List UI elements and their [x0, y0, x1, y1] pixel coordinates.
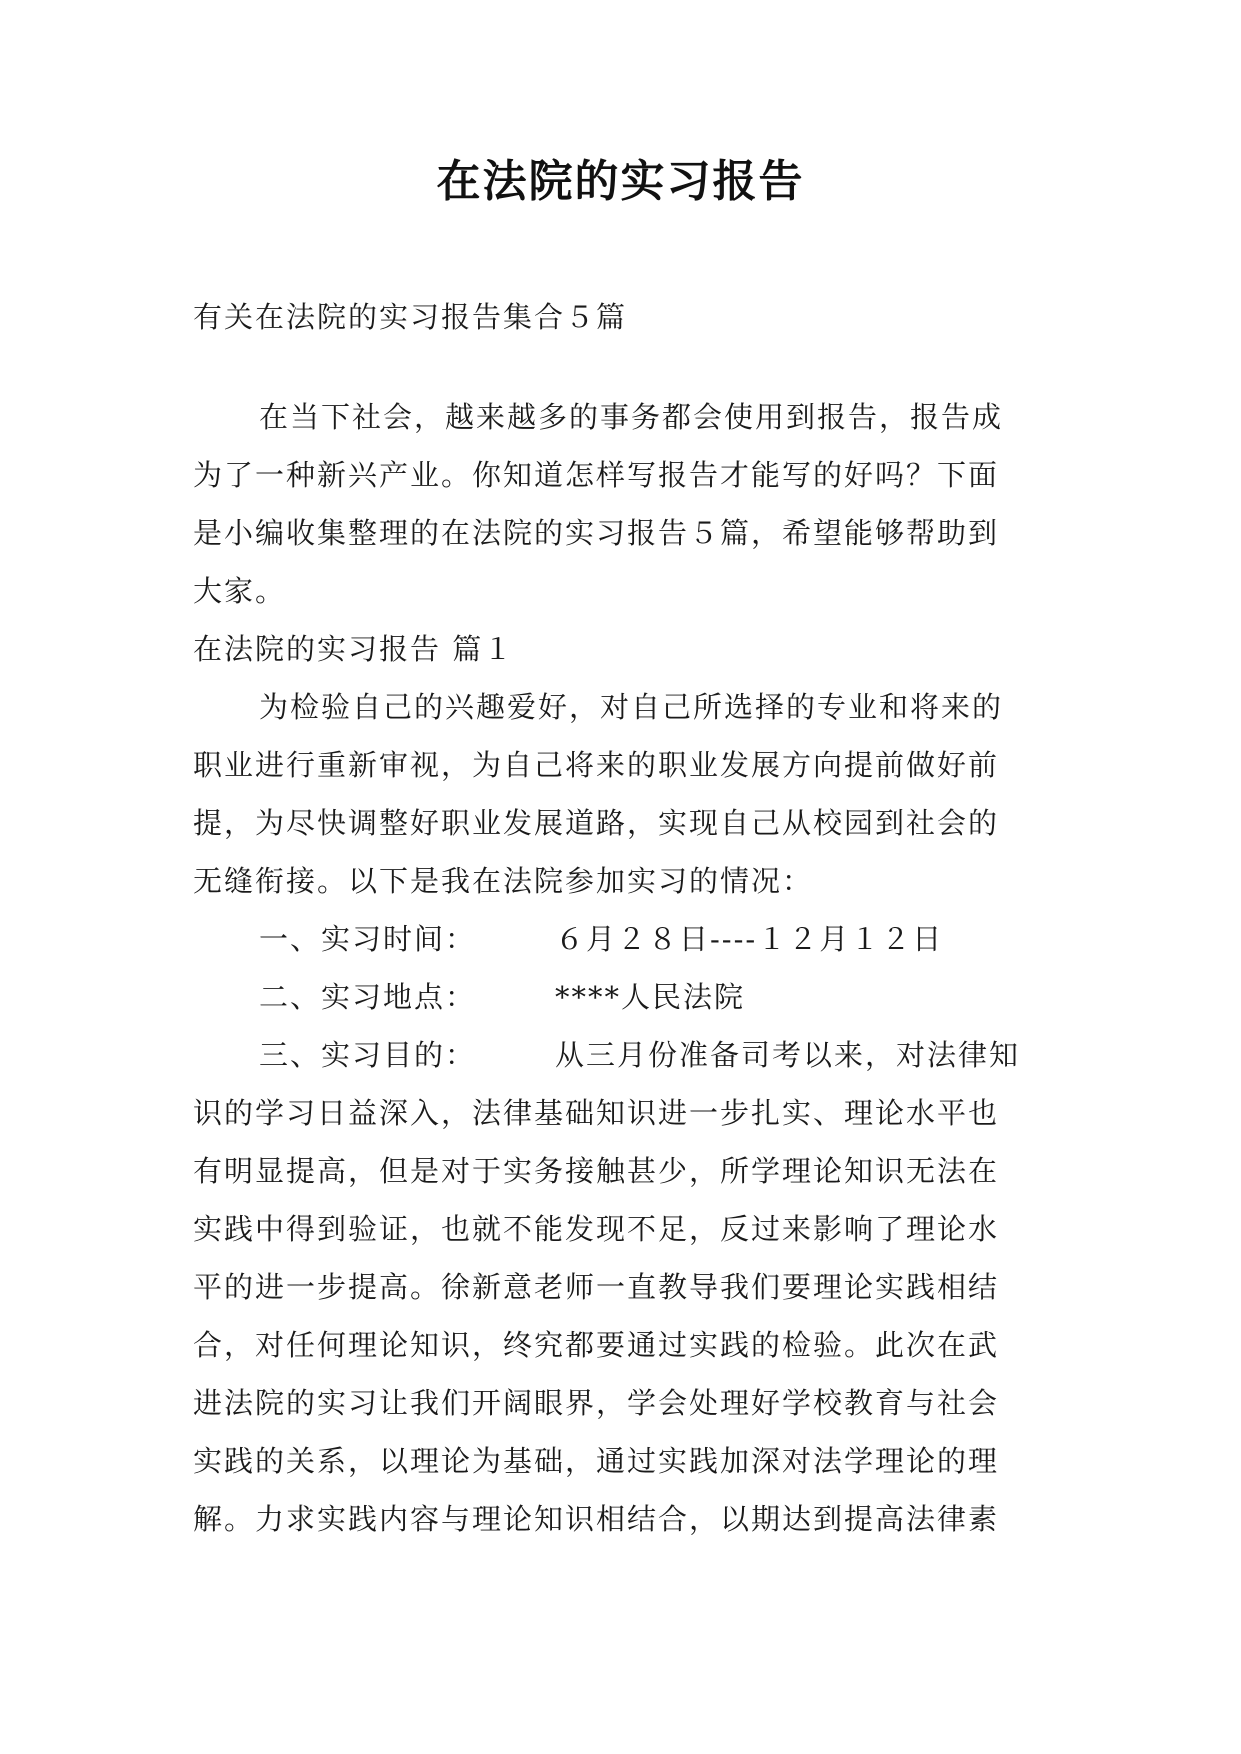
- intro-line: 为了一种新兴产业。你知道怎样写报告才能写的好吗？下面: [193, 458, 1000, 492]
- document-title: 在法院的实习报告: [436, 156, 805, 207]
- purpose-line: 进法院的实习让我们开阔眼界，学会处理好学校教育与社会: [193, 1386, 1000, 1420]
- intro-paragraph: [193, 388, 1053, 620]
- section-line: 无缝衔接。以下是我在法院参加实习的情况：: [193, 864, 814, 898]
- internship-place-field: [193, 968, 1053, 1026]
- internship-purpose-value: 从三月份准备司考以来，对法律知: [555, 1038, 1021, 1072]
- document-body: [193, 288, 1053, 1548]
- purpose-line: 解。力求实践内容与理论知识相结合，以期达到提高法律素: [193, 1502, 1000, 1536]
- intro-line: 大家。: [193, 574, 287, 608]
- section-line: 为检验自己的兴趣爱好，对自己所选择的专业和将来的: [259, 690, 1004, 724]
- section-line: 提，为尽快调整好职业发展道路，实现自己从校园到社会的: [193, 806, 1000, 840]
- purpose-line: 有明显提高，但是对于实务接触甚少，所学理论知识无法在: [193, 1154, 1000, 1188]
- internship-place-value: ****人民法院: [555, 980, 746, 1014]
- purpose-line: 合，对任何理论知识，终究都要通过实践的检验。此次在武: [193, 1328, 1000, 1362]
- purpose-paragraph: [193, 1084, 1053, 1548]
- section-heading: 在法院的实习报告 篇１: [193, 632, 515, 666]
- internship-time-field: [193, 910, 1053, 968]
- internship-time-label: 一、实习时间：: [259, 922, 477, 956]
- purpose-line: 实践中得到验证，也就不能发现不足，反过来影响了理论水: [193, 1212, 1000, 1246]
- purpose-line: 平的进一步提高。徐新意老师一直教导我们要理论实践相结: [193, 1270, 1000, 1304]
- internship-purpose-label: 三、实习目的：: [259, 1038, 477, 1072]
- purpose-line: 实践的关系，以理论为基础，通过实践加深对法学理论的理: [193, 1444, 1000, 1478]
- internship-purpose-field: [193, 1026, 1053, 1084]
- intro-line: 在当下社会，越来越多的事务都会使用到报告，报告成: [259, 400, 1004, 434]
- intro-line: 是小编收集整理的在法院的实习报告５篇，希望能够帮助到: [193, 516, 1000, 550]
- internship-time-value: ６月２８日----１２月１２日: [555, 922, 944, 956]
- section-line: 职业进行重新审视，为自己将来的职业发展方向提前做好前: [193, 748, 1000, 782]
- purpose-line: 识的学习日益深入，法律基础知识进一步扎实、理论水平也: [193, 1096, 1000, 1130]
- document-subtitle: 有关在法院的实习报告集合５篇: [193, 300, 628, 334]
- internship-place-label: 二、实习地点：: [259, 980, 477, 1014]
- section-paragraph: [193, 678, 1053, 910]
